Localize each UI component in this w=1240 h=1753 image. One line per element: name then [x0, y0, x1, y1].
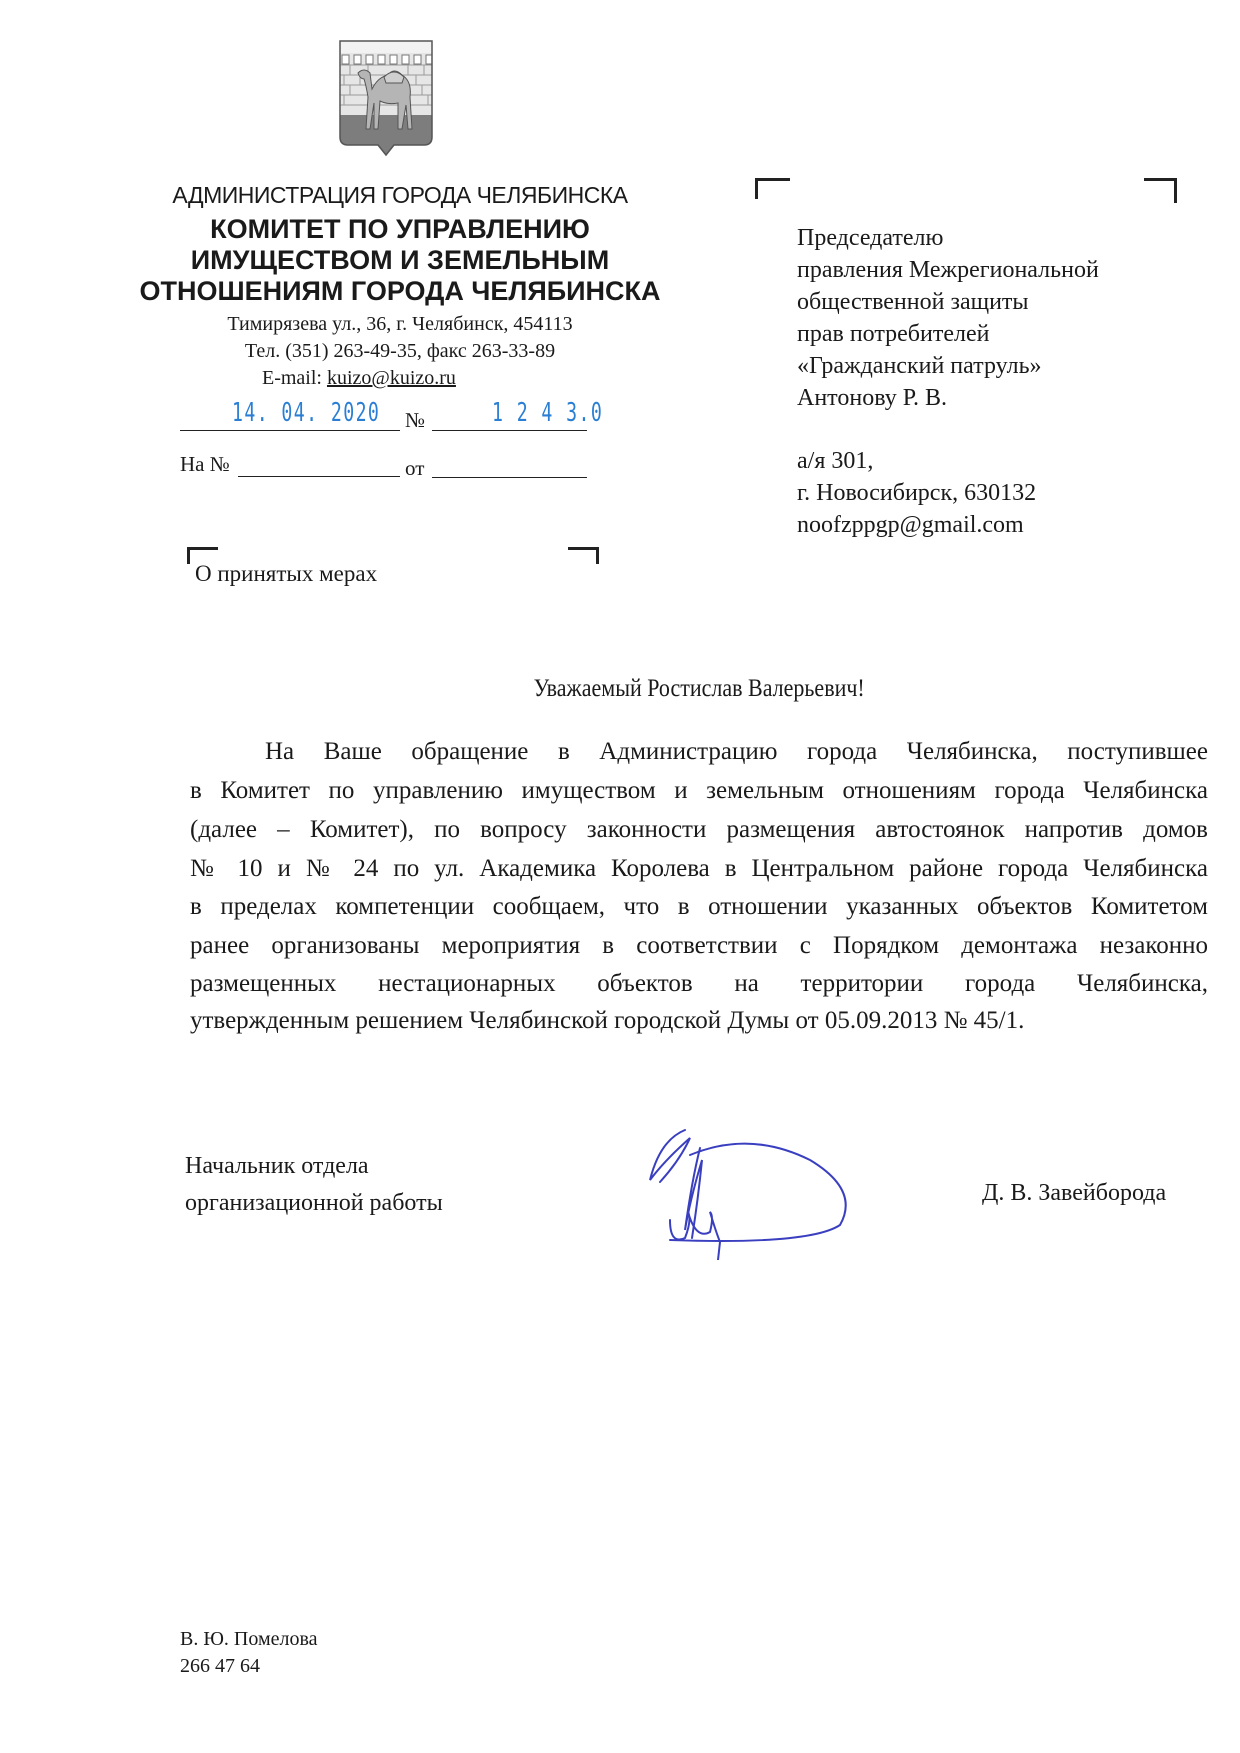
recipient-name: Антонову Р. В. [797, 385, 948, 411]
email-label: E-mail: [262, 367, 327, 389]
handwritten-signature [630, 1120, 880, 1260]
committee-email-link[interactable]: kuizo@kuizo.ru [326, 367, 456, 389]
camel-icon [338, 39, 434, 159]
subject-line: О принятых мерах [195, 561, 378, 586]
registration-date-stamp: 14. 04. 2020 [232, 398, 381, 428]
number-underline [432, 430, 587, 431]
committee-email-row [262, 367, 456, 390]
recipient-line: Председателю [797, 225, 944, 251]
coat-of-arms-emblem [338, 39, 434, 159]
body-line: На Ваше обращение в Администрацию города Челябинска, поступившее [265, 738, 1208, 765]
recipient-line: «Гражданский патруль» [797, 353, 1042, 379]
number-label: № [405, 408, 426, 432]
signature-scribble-icon [630, 1120, 880, 1260]
recipient-line: прав потребителей [797, 321, 990, 347]
administration-title: АДМИНИСТРАЦИЯ ГОРОДА ЧЕЛЯБИНСКА [172, 182, 628, 208]
greeting [190, 675, 1208, 703]
body-line: в пределах компетенции сообщаем, что в отношении указанных объектов Комитетом [190, 893, 1208, 920]
recipient-block [797, 222, 1099, 541]
reply-number-field[interactable] [238, 476, 400, 477]
subject-bracket-right [568, 547, 599, 564]
recipient-bracket-right [1144, 178, 1177, 203]
body-line: ранее организованы мероприятия в соответствии с Порядком демонтажа незаконно [190, 932, 1208, 959]
body-line: в Комитет по управлению имуществом и земельным отношениям города Челябинска [190, 777, 1208, 804]
committee-title-line-1: КОМИТЕТ ПО УПРАВЛЕНИЮ [210, 214, 590, 244]
date-underline [180, 430, 400, 431]
position-line: организационной работы [185, 1190, 443, 1216]
body-line: № 10 и № 24 по ул. Академика Королева в Центральном районе города Челябинска [190, 855, 1208, 882]
body-line: утвержденным решением Челябинской городской Думы от 05.09.2013 № 45/1. [190, 1007, 1025, 1034]
reply-from-label: от [405, 456, 425, 480]
recipient-city: г. Новосибирск, 630132 [797, 480, 1037, 506]
executor-name: В. Ю. Помелова [180, 1628, 318, 1650]
signatory-position [185, 1148, 443, 1222]
body-line: (далее – Комитет), по вопросу законности размещения автостоянок напротив домов [190, 816, 1208, 843]
reply-to-label: На № [180, 452, 230, 476]
recipient-line: правления Межрегиональной [797, 257, 1099, 283]
executor-phone: 266 47 64 [180, 1655, 260, 1677]
recipient-po-box: а/я 301, [797, 448, 874, 474]
registration-number-stamp: 1 2 4 3.0 [492, 398, 604, 428]
greeting-text: Уважаемый Ростислав Валерьевич! [533, 675, 865, 702]
signatory-name: Д. В. Завейборода [982, 1180, 1167, 1206]
committee-title-line-3: ОТНОШЕНИЯМ ГОРОДА ЧЕЛЯБИНСКА [139, 276, 661, 306]
recipient-bracket-left [755, 178, 790, 199]
recipient-line: общественной защиты [797, 289, 1029, 315]
reply-date-field[interactable] [432, 477, 587, 478]
committee-address: Тимирязева ул., 36, г. Челябинск, 454113 [227, 313, 573, 335]
committee-phone: Тел. (351) 263-49-35, факс 263-33-89 [244, 340, 556, 362]
body-line: размещенных нестационарных объектов на территории города Челябинска, [190, 970, 1208, 997]
position-line: Начальник отдела [185, 1153, 369, 1179]
recipient-email[interactable]: noofzppgp@gmail.com [797, 512, 1024, 538]
committee-title-line-2: ИМУЩЕСТВОМ И ЗЕМЕЛЬНЫМ [190, 245, 610, 275]
